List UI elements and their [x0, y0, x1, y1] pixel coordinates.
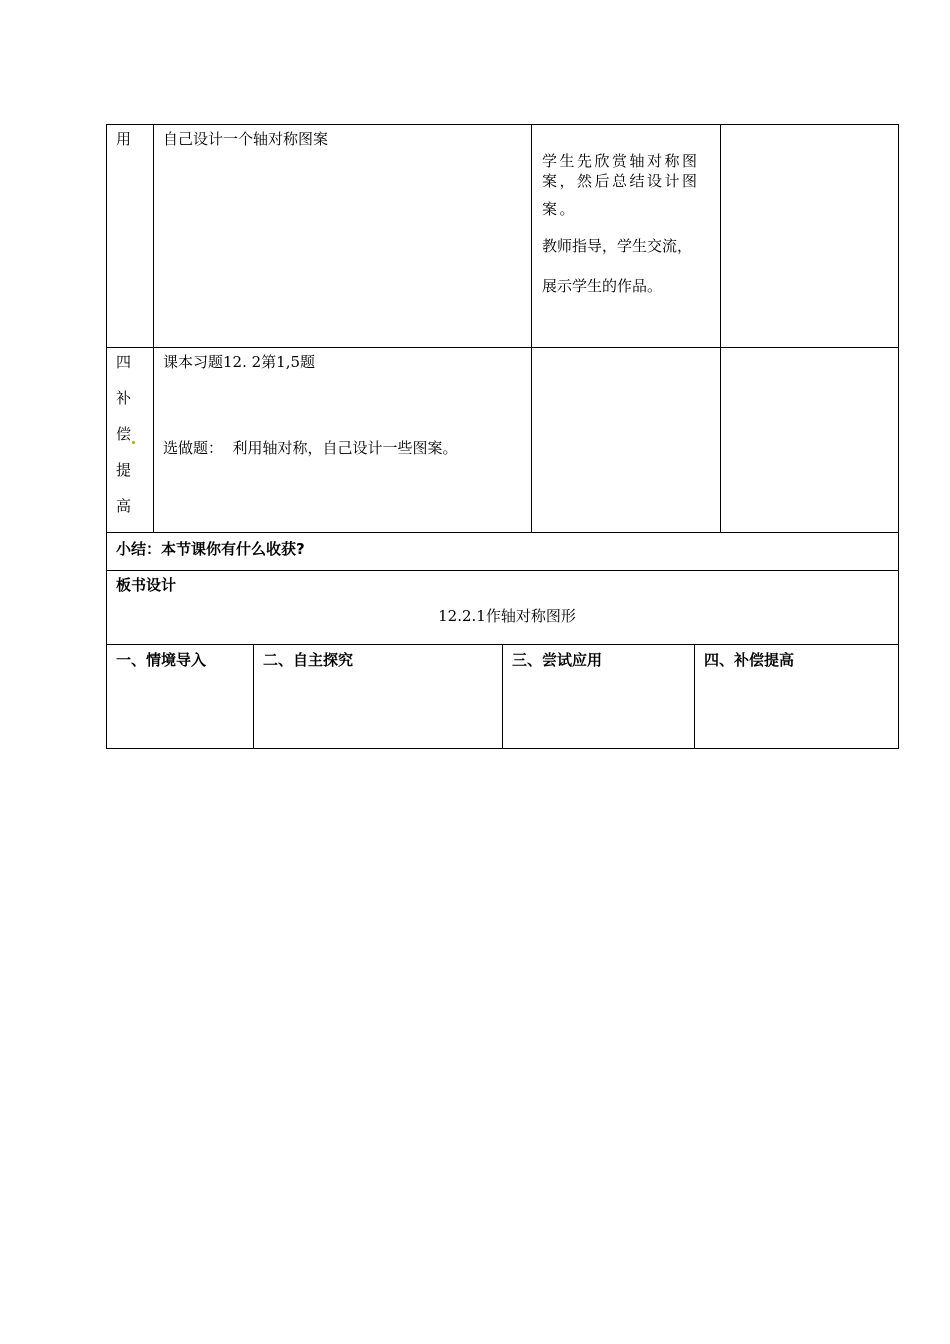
stage-char: 高 — [116, 497, 132, 515]
method-line: 案，然后总结设计图 — [542, 172, 700, 190]
apply-method — [532, 125, 721, 348]
improve-stage-label — [107, 348, 154, 533]
method-line: 展示学生的作品。 — [542, 277, 663, 295]
board-column: 三、尝试应用 — [503, 645, 695, 749]
stage-char-wrap — [116, 424, 153, 460]
board-column: 二、自主探究 — [254, 645, 503, 749]
apply-row — [107, 125, 899, 348]
board-title: 12.2.1作轴对称图形 — [438, 607, 576, 625]
board-row — [107, 571, 899, 645]
board-design — [107, 571, 899, 645]
apply-stage-label: 用 — [107, 125, 154, 348]
marker-dot — [132, 441, 135, 444]
stage-char: 偿 — [116, 425, 132, 443]
board-columns-row — [107, 645, 899, 749]
method-line: 学生先欣赏轴对称图 — [542, 152, 700, 170]
improve-notes — [721, 348, 899, 533]
stage-char: 提 — [116, 461, 132, 479]
apply-notes — [721, 125, 899, 348]
homework-line: 课本习题12. 2第1,5题 — [163, 353, 316, 371]
board-column: 四、补偿提高 — [695, 645, 899, 749]
optional-task-line: 选做题： 利用轴对称，自己设计一些图案。 — [163, 439, 458, 457]
improve-row — [107, 348, 899, 533]
method-line: 教师指导，学生交流， — [542, 237, 693, 255]
stage-char: 补 — [116, 389, 132, 407]
method-line: 案。 — [542, 200, 578, 218]
lesson-plan-document — [106, 124, 898, 749]
improve-content — [154, 348, 532, 533]
summary-text: 小结：本节课你有什么收获? — [107, 533, 899, 571]
board-heading: 板书设计 — [116, 576, 177, 594]
apply-content: 自己设计一个轴对称图案 — [154, 125, 532, 348]
stage-char: 四 — [116, 353, 132, 371]
summary-row — [107, 533, 899, 571]
improve-method — [532, 348, 721, 533]
lesson-table — [106, 124, 899, 645]
board-layout-table — [106, 644, 899, 749]
board-column: 一、情境导入 — [107, 645, 254, 749]
